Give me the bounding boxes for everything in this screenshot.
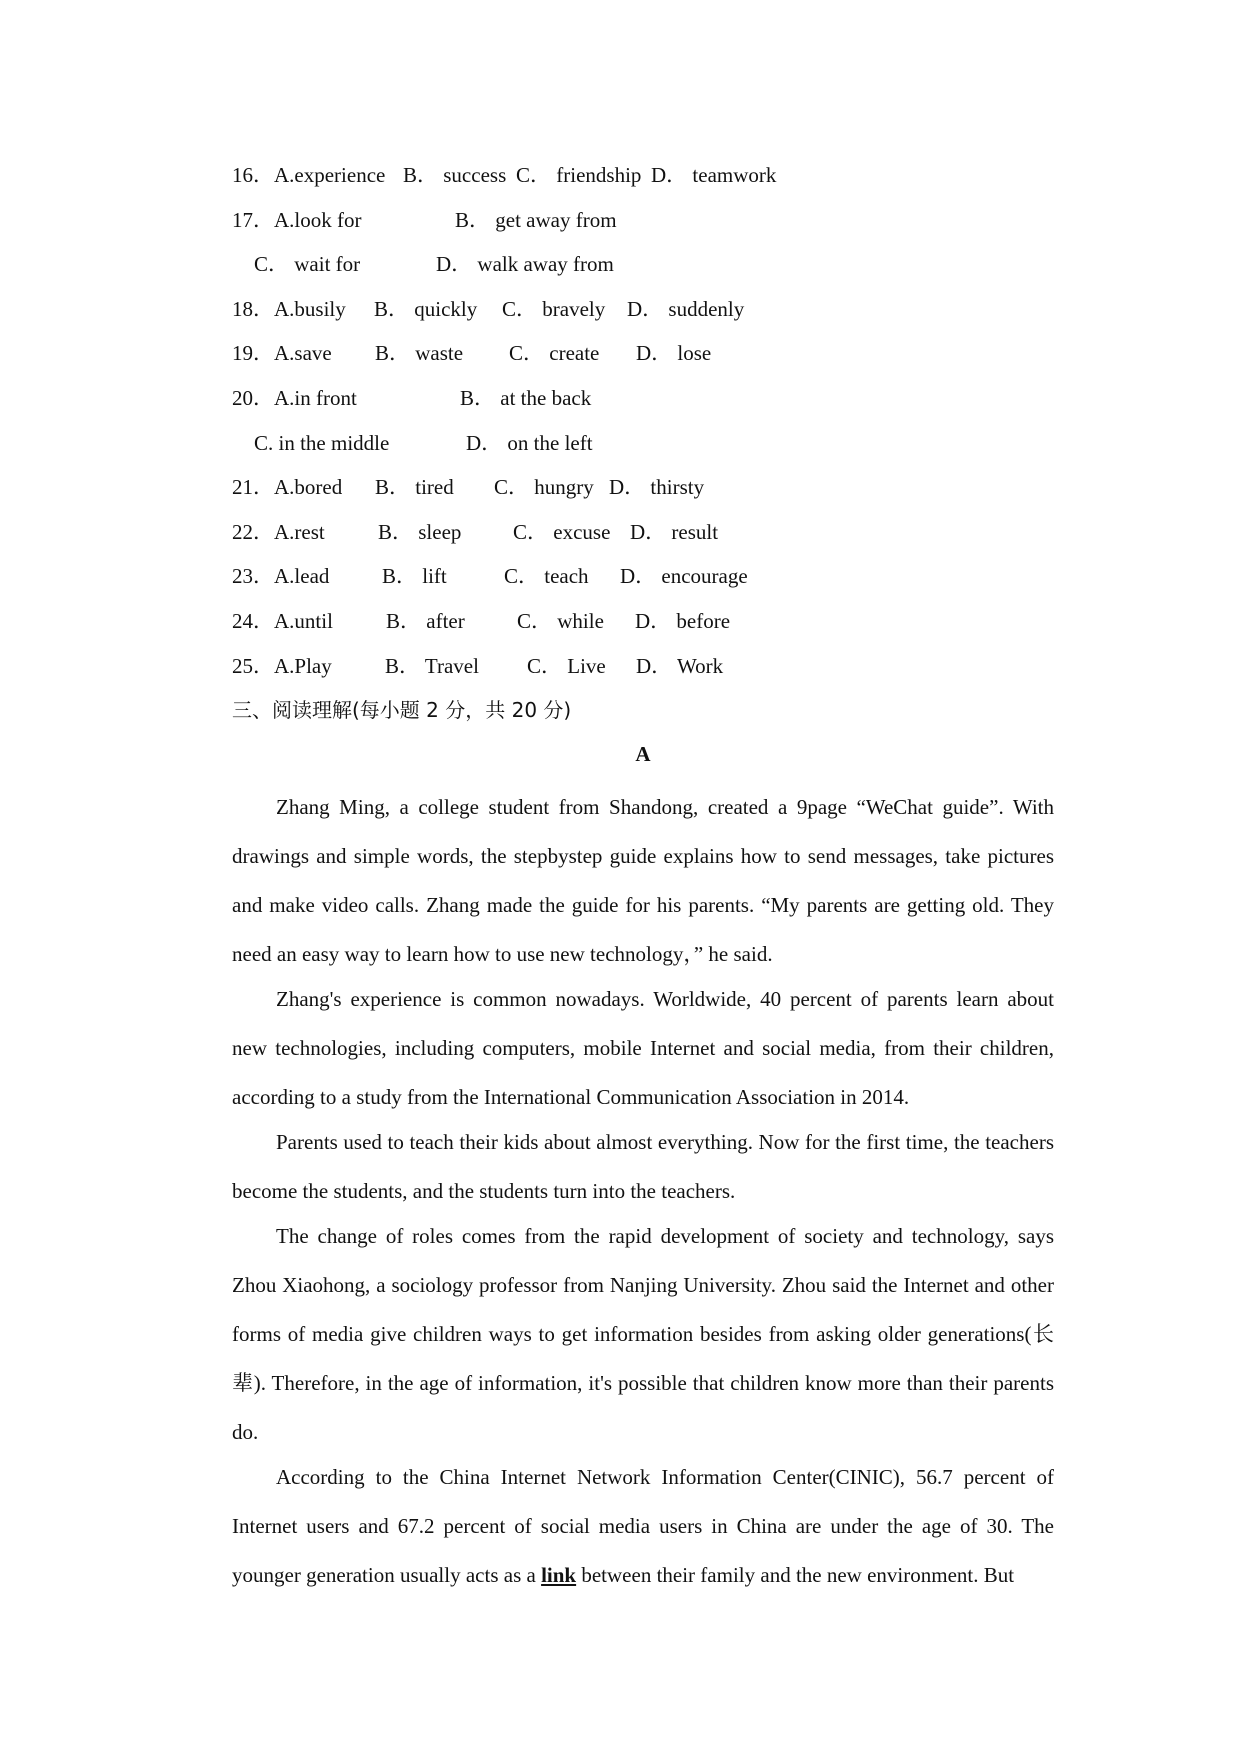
option-text: C． create	[509, 341, 600, 366]
option-text: 23．A.lead	[232, 564, 330, 589]
option-text: B． sleep	[378, 519, 462, 544]
passage-paragraph-5	[232, 1453, 1054, 1600]
question-row	[232, 428, 1054, 473]
option-text: 19．A.save	[232, 341, 332, 366]
option-text: 24．A.until	[232, 608, 333, 633]
option-text: C． teach	[504, 564, 589, 589]
option-text: C． Live	[527, 653, 606, 678]
passage-paragraph-2: Zhang's experience is common nowadays. Worldwide, 40 percent of parents learn about new technologies, including computers, mobile Internet and social media, from their children, according to a study from the International Communication Association in 2014.	[232, 987, 1054, 1110]
passage-paragraph-3: Parents used to teach their kids about almost everything. Now for the first time, the teachers become the students, and the students turn into the teachers.	[232, 1130, 1054, 1204]
option-text: D． lose	[636, 341, 712, 366]
option-text: B． success	[403, 163, 507, 187]
option-text: C． hungry	[494, 475, 594, 500]
question-row	[232, 205, 1054, 250]
option-text: 18．A.busily	[232, 296, 346, 321]
option-text: C． excuse	[513, 519, 611, 544]
option-text: 22．A.rest	[232, 519, 325, 544]
option-text: C． wait for	[254, 252, 361, 277]
underlined-word: link	[541, 1563, 577, 1588]
question-row	[232, 561, 1054, 606]
question-row	[232, 517, 1054, 562]
option-text: C． bravely	[502, 296, 606, 321]
paragraph-text-before: According to the China Internet Network Information Center(CINIC), 56.7 percent of Internet users and 67.2 percent of social media users in China are under the age of 30. The younger generation usually acts as a	[232, 1465, 1054, 1588]
question-row	[232, 249, 1054, 294]
option-text: D． before	[635, 608, 731, 633]
option-text: C. in the middle	[254, 430, 390, 455]
option-text: 21．A.bored	[232, 475, 343, 500]
option-text: 17．A.look for	[232, 207, 362, 232]
question-row	[232, 338, 1054, 383]
option-text: B． after	[386, 608, 465, 633]
option-text: B． get away from	[455, 207, 617, 232]
option-text: B． Travel	[385, 653, 479, 678]
question-row	[232, 606, 1054, 651]
question-row	[232, 160, 1054, 205]
option-text: 25．A.Play	[232, 653, 332, 678]
passage-paragraph-1: Zhang Ming, a college student from Shandong, created a 9page “WeChat guide”. With drawings and simple words, the stepbystep guide explains how to send messages, take pictures and make video calls. Zhang made the guide for his parents. “My parents are getting old. They need an easy way to learn how to use new technology，” he said.	[232, 795, 1054, 967]
section-heading: 三、阅读理解(每小题 2 分，共 20 分)	[232, 698, 572, 723]
question-row	[232, 294, 1054, 339]
option-text: 16．A.experience	[232, 163, 386, 187]
option-text: D． Work	[636, 653, 724, 678]
option-text: C． while	[517, 608, 604, 633]
question-row	[232, 651, 1054, 696]
option-text: D． walk away from	[436, 252, 614, 277]
option-text: 20．A.in front	[232, 385, 357, 410]
option-text: D． on the left	[466, 430, 593, 455]
option-text: D． suddenly	[627, 296, 745, 321]
option-text: D． encourage	[620, 564, 748, 589]
question-row	[232, 383, 1054, 428]
passage-title: A	[635, 742, 651, 767]
passage-paragraph-4: The change of roles comes from the rapid development of society and technology, says Zhou Xiaohong, a sociology professor from Nanjing University. Zhou said the Internet and other forms of media give children ways to get information besides from asking older generations(长辈). Therefore, in the age of information, it's possible that children know more than their parents do.	[232, 1224, 1054, 1445]
passage-body	[232, 783, 1054, 1457]
option-text: D． result	[630, 519, 719, 544]
option-text: C． friendship	[516, 163, 642, 187]
question-list	[232, 160, 1054, 695]
option-text: B． tired	[375, 475, 454, 500]
option-text: D． teamwork	[651, 163, 777, 187]
paragraph-text-after: between their family and the new environment. But	[576, 1563, 1015, 1588]
option-text: B． quickly	[374, 296, 478, 321]
option-text: D． thirsty	[609, 475, 705, 500]
option-text: B． at the back	[460, 385, 592, 410]
option-text: B． lift	[382, 564, 447, 589]
question-row	[232, 472, 1054, 517]
exam-page	[232, 160, 1054, 1596]
option-text: B． waste	[375, 341, 464, 366]
